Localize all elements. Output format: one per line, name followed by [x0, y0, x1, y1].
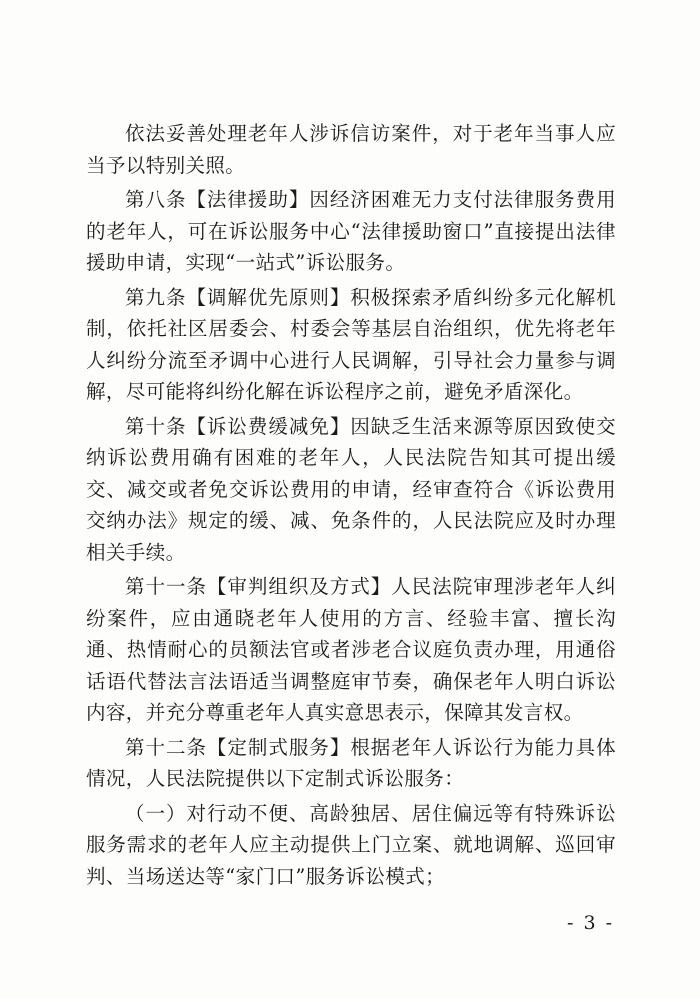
- article-12-item-1: [86, 798, 616, 893]
- article-11-trial-organization: [86, 571, 616, 729]
- article-heading: 第八条【法律援助】: [125, 188, 310, 211]
- article-text: 积极探索矛盾纠纷多元化解机制，依托社区居委会、村委会等基层自治组织，优先将老年人纠纷分流至矛调中心进行人民调解，引导社会力量参与调解，尽可能将纠纷化解在诉讼程序之前，避免矛盾深化。: [86, 285, 616, 403]
- article-text: 因缺乏生活来源等原因致使交纳诉讼费用确有困难的老年人，人民法院告知其可提出缓交、减交或者免交诉讼费用的申请，经审查符合《诉讼费用交纳办法》规定的缓、减、免条件的，人民法院应及时办理相关手续。: [86, 414, 616, 564]
- page-number: - 3 -: [566, 912, 614, 934]
- article-8-legal-aid: [86, 184, 616, 279]
- item-marker: （一）: [125, 801, 187, 825]
- article-text: 根据老年人诉讼行为能力具体情况，人民法院提供以下定制式诉讼服务：: [86, 735, 616, 790]
- article-heading: 第十二条【定制式服务】: [125, 735, 351, 759]
- article-text: 因经济困难无力支付法律服务费用的老年人，可在诉讼服务中心“法律援助窗口”直接提出法律援助申请，实现“一站式”诉讼服务。: [86, 188, 616, 274]
- article-12-customized-service: [86, 732, 616, 795]
- paragraph-text: 依法妥善处理老年人涉诉信访案件，对于老年当事人应当予以特别关照。: [86, 122, 616, 177]
- document-body: [86, 118, 616, 895]
- article-heading: 第十条【诉讼费缓减免】: [125, 414, 351, 438]
- paragraph-continuation: [86, 118, 616, 181]
- item-text: 对行动不便、高龄独居、居住偏远等有特殊诉讼服务需求的老年人应主动提供上门立案、就地调解、巡回审判、当场送达等“家门口”服务诉讼模式；: [86, 801, 616, 888]
- article-text: 人民法院审理涉老年人纠纷案件，应由通晓老年人使用的方言、经验丰富、擅长沟通、热情耐心的员额法官或者涉老合议庭负责办理，用通俗话语代替法言法语适当调整庭审节奏，确保老年人明白诉讼内容，并充分尊重老年人真实意思表示，保障其发言权。: [86, 575, 617, 724]
- article-heading: 第九条【调解优先原则】: [125, 285, 351, 309]
- article-heading: 第十一条【审判组织及方式】: [125, 575, 392, 598]
- article-10-fee-relief: [86, 411, 616, 569]
- article-9-mediation-priority: [86, 282, 616, 408]
